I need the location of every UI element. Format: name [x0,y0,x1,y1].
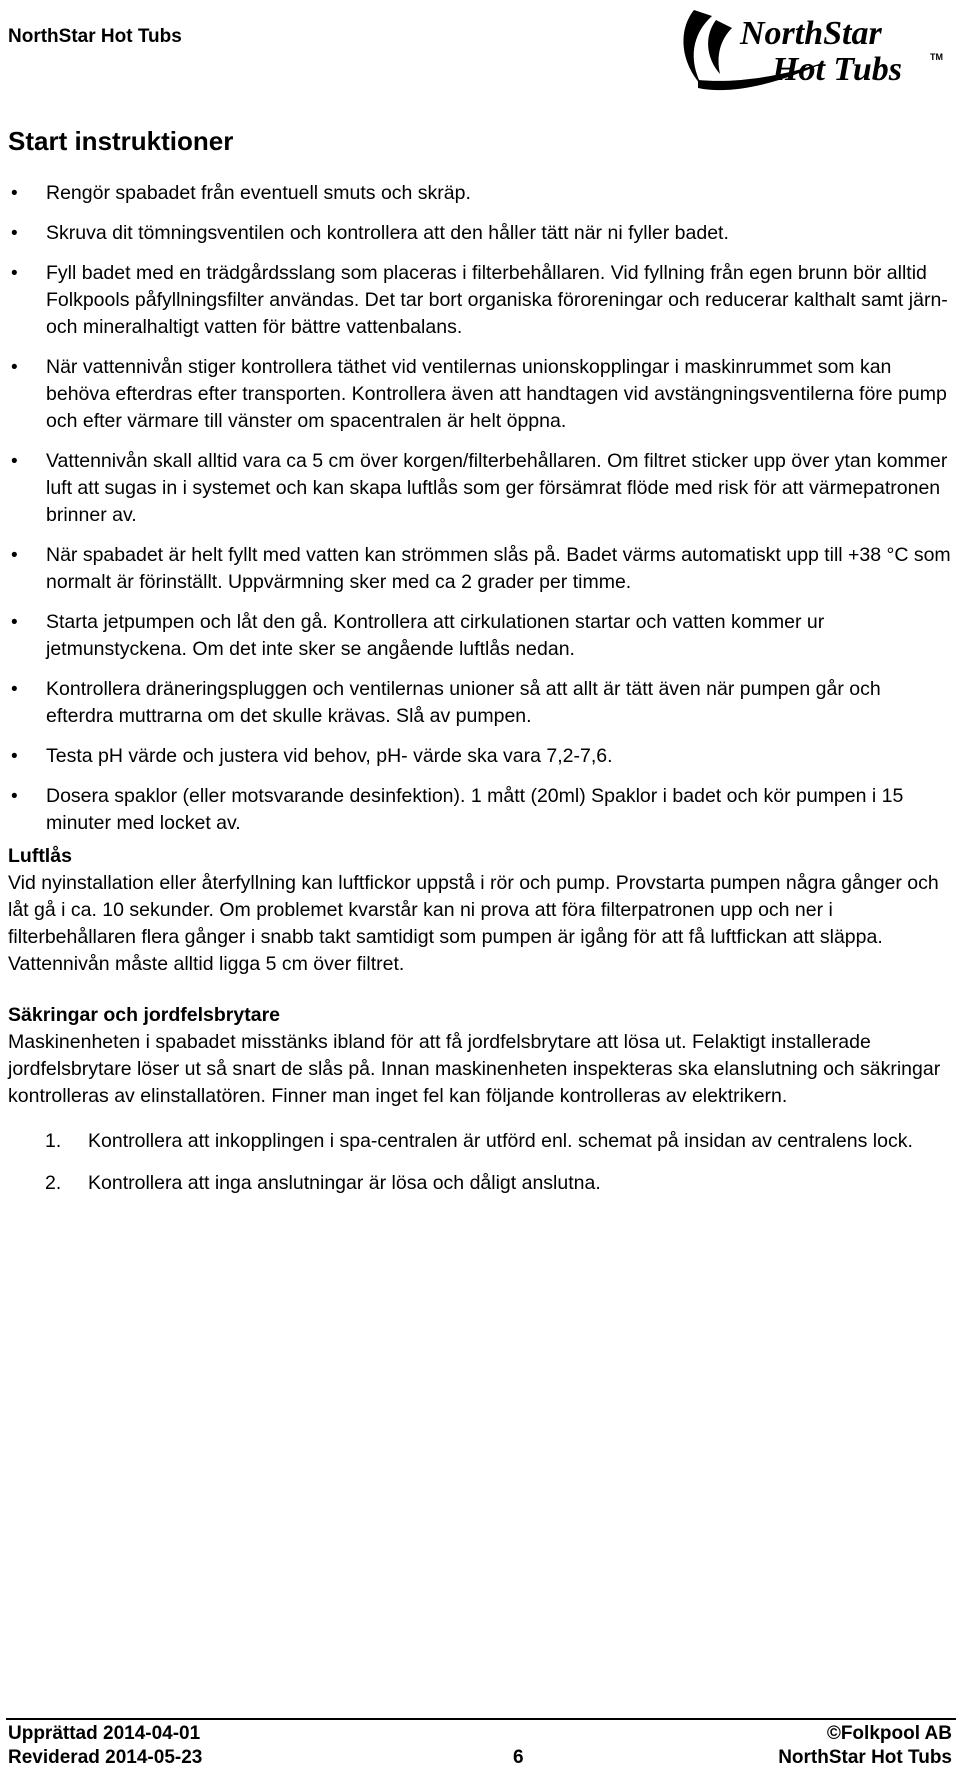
list-item [8,743,952,770]
list-item-text: När spabadet är helt fyllt med vatten kan strömmen slås på. Badet värms automatiskt upp till +38 °C som normalt är förinställt. Uppvärmning sker med ca 2 grader per timme. [46,544,951,593]
bullet-icon: • [11,746,18,767]
list-item [8,260,952,341]
luftlas-text: Vid nyinstallation eller återfyllning kan luftfickor uppstå i rör och pump. Provstarta pumpen några gånger och låt gå i ca. 10 sekunder. Om problemet kvarstår kan ni prova att föra filterpatronen upp och ner i filterbehållaren flera gånger i snabb takt samtidigt som pumpen är igång för att få luftfickan att släppa. [8,872,939,948]
start-instructions-list [8,180,952,837]
list-item [8,180,952,207]
item-number: 2. [45,1172,62,1194]
numbered-item-text: Kontrollera att inga anslutningar är lösa och dåligt anslutna. [88,1172,601,1194]
page-heading: Start instruktioner [8,126,234,156]
document-body [8,124,952,1212]
list-item [8,354,952,435]
numbered-item [8,1170,952,1197]
list-item-text: När vattennivån stiger kontrollera täthet vid ventilernas unionskopplingar i maskinrummet som kan behöva efterdras efter transporten. Kontrollera även att handtagen vid avstängningsventilerna före pump och efter värmare till vänster om spacentralen är helt öppna. [46,356,947,432]
item-number: 1. [45,1130,62,1152]
numbered-item-text: Kontrollera att inkopplingen i spa-centralen är utförd enl. schemat på insidan av centralens lock. [88,1130,913,1152]
list-item [8,542,952,596]
header-title: NorthStar Hot Tubs [8,26,182,47]
logo-line1: NorthStar [740,15,882,52]
bullet-icon: • [11,786,18,807]
list-item [8,676,952,730]
bullet-icon: • [11,545,18,566]
footer-copyright: ©Folkpool AB [826,1723,952,1744]
sakringar-title: Säkringar och jordfelsbrytare [8,1004,281,1026]
numbered-item [8,1128,952,1155]
footer-row-2 [8,1747,952,1771]
bullet-icon: • [11,451,18,472]
list-item-text: Starta jetpumpen och låt den gå. Kontrollera att cirkulationen startar och vatten kommer ur jetmunstyckena. Om det inte sker se angående luftlås nedan. [46,611,825,660]
page-number: 6 [513,1747,524,1768]
northstar-logo [676,0,960,96]
logo-tm: TM [930,52,943,62]
list-item [8,609,952,663]
list-item-text: Testa pH värde och justera vid behov, pH- värde ska vara 7,2-7,6. [46,745,613,767]
logo-swoosh-inner [708,20,732,74]
footer-revised: Reviderad 2014-05-23 [8,1747,203,1768]
list-item-text: Kontrollera dräneringspluggen och ventilernas unioner så att allt är tätt även när pumpen går och efterdra muttrarna om det skulle krävas. Slå av pumpen. [46,678,881,727]
footer-brand: NorthStar Hot Tubs [778,1747,952,1768]
bullet-icon: • [11,263,18,284]
list-item-text: Fyll badet med en trädgårdsslang som placeras i filterbehållaren. Vid fyllning från egen brunn bör alltid Folkpools påfyllningsfilter användas. Det tar bort organiska föroreningar och reducerar kalthalt samt järn- och mineralhaltigt vatten för bättre vattenbalans. [46,262,948,338]
sakringar-list [8,1128,952,1197]
bullet-icon: • [11,357,18,378]
bullet-icon: • [11,679,18,700]
list-item-text: Vattennivån skall alltid vara ca 5 cm över korgen/filterbehållaren. Om filtret sticker upp över ytan kommer luft att sugas in i systemet och kan skapa luftlås som ger försämrat flöde med risk för att värmepatronen brinner av. [46,450,948,526]
footer-divider [6,1718,956,1720]
list-item-text: Skruva dit tömningsventilen och kontrollera att den håller tätt när ni fyller badet. [46,222,729,244]
footer-created: Upprättad 2014-04-01 [8,1723,201,1744]
list-item [8,783,952,837]
logo-line2: Hot Tubs [772,51,903,88]
luftlas-text-2: Vattennivån måste alltid ligga 5 cm över filtret. [8,953,405,975]
bullet-icon: • [11,612,18,633]
bullet-icon: • [11,223,18,244]
list-item [8,448,952,529]
list-item-text: Rengör spabadet från eventuell smuts och skräp. [46,182,471,204]
logo-swoosh-outer [684,10,712,86]
bullet-icon: • [11,183,18,204]
sakringar-text: Maskinenheten i spabadet misstänks ibland för att få jordfelsbrytare att lösa ut. Felaktigt installerade jordfelsbrytare löser ut så snart de slås på. Innan maskinenheten inspekteras ska elanslutning och säkringar kontrolleras av elinstallatören. Finner man inget fel kan följande kontrolleras av elektrikern. [8,1031,941,1107]
footer-row-1 [8,1723,952,1747]
list-item-text: Dosera spaklor (eller motsvarande desinfektion). 1 mått (20ml) Spaklor i badet och kör pumpen i 15 minuter med locket av. [46,785,904,834]
luftlas-title: Luftlås [8,845,72,867]
list-item [8,220,952,247]
